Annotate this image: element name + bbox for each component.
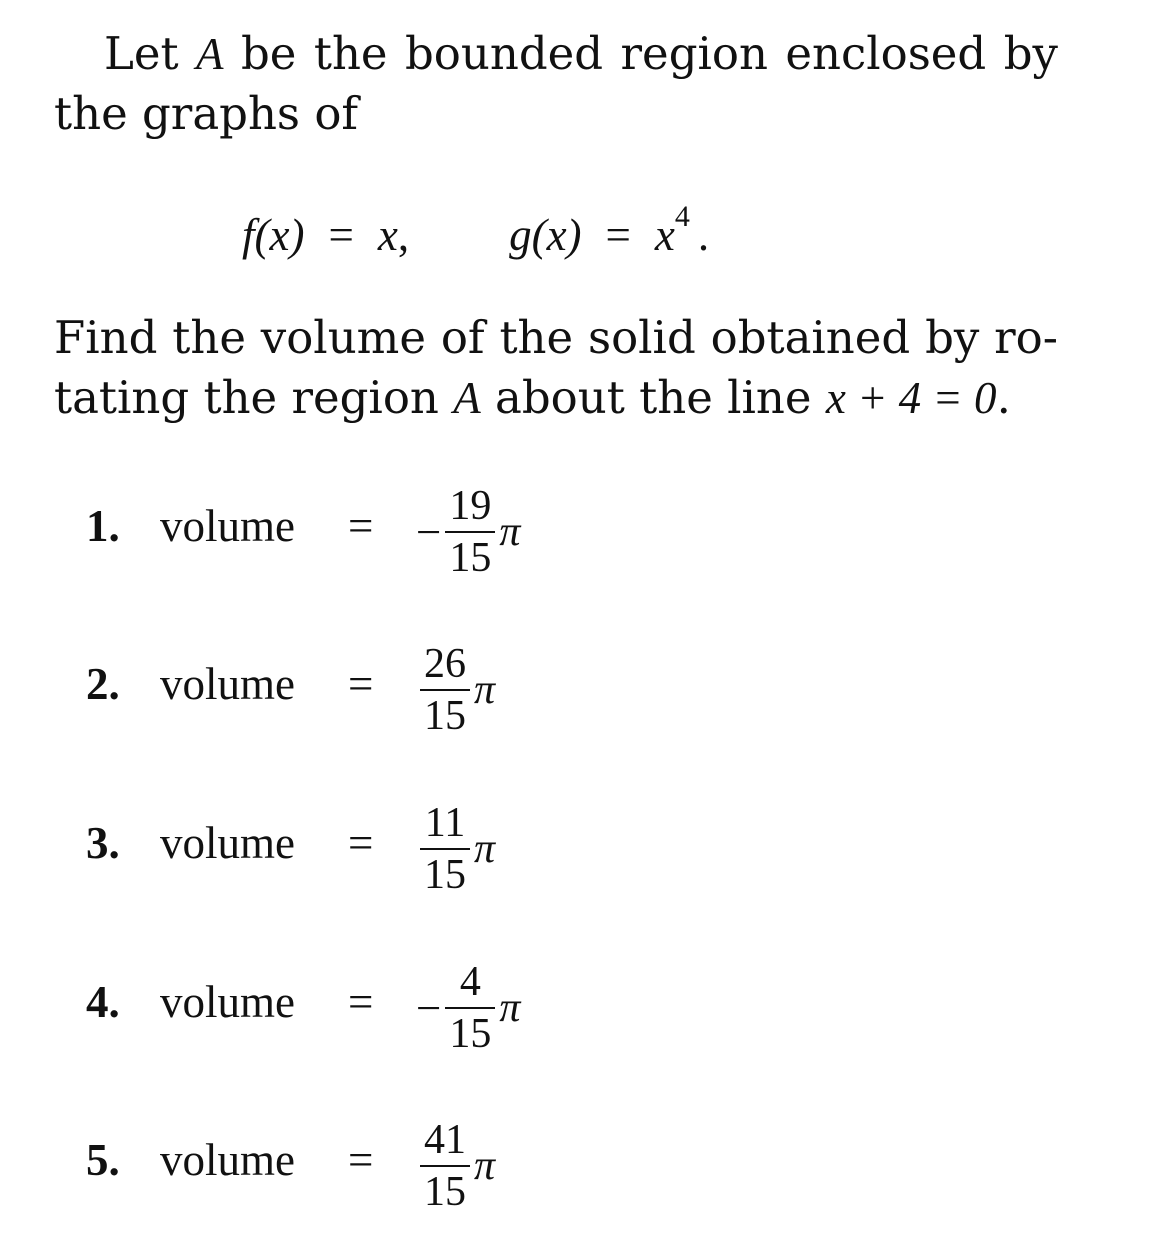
g-rhs-base: x bbox=[654, 210, 675, 260]
choice-number: 5. bbox=[86, 1135, 120, 1185]
fraction bbox=[445, 485, 495, 579]
choice-label: volume bbox=[160, 977, 295, 1027]
fraction-denominator: 15 bbox=[445, 1007, 495, 1055]
equals-sign: = bbox=[348, 501, 374, 551]
intro-word: Let bbox=[104, 27, 179, 80]
choice-value bbox=[416, 472, 520, 592]
question-word: solid bbox=[587, 311, 696, 364]
equals-sign: = bbox=[348, 977, 374, 1027]
choice-value bbox=[416, 630, 495, 750]
equals-sign: = bbox=[348, 1135, 374, 1185]
fraction-numerator: 26 bbox=[424, 641, 466, 687]
period: . bbox=[996, 371, 1011, 424]
question-word: of bbox=[440, 311, 485, 364]
question-text: tating the region bbox=[54, 371, 439, 424]
answer-choice-4[interactable] bbox=[86, 948, 786, 1068]
intro-word: enclosed bbox=[785, 27, 987, 80]
question-word: Find bbox=[54, 311, 158, 364]
answer-choice-5[interactable] bbox=[86, 1106, 786, 1226]
choice-number: 2. bbox=[86, 659, 120, 709]
choice-number: 3. bbox=[86, 818, 120, 868]
fraction bbox=[420, 802, 470, 896]
equals-sign: = bbox=[348, 659, 374, 709]
fraction-denominator: 15 bbox=[420, 1165, 470, 1213]
equals-sign: = bbox=[605, 210, 631, 260]
pi-symbol: π bbox=[474, 667, 496, 713]
choice-label: volume bbox=[160, 659, 295, 709]
region-variable: A bbox=[196, 29, 224, 79]
comma: , bbox=[397, 210, 410, 260]
intro-word: region bbox=[620, 27, 768, 80]
choice-label: volume bbox=[160, 501, 295, 551]
negative-sign: − bbox=[416, 983, 442, 1033]
question-line-2 bbox=[54, 368, 1058, 428]
choice-label: volume bbox=[160, 818, 295, 868]
pi-symbol: π bbox=[474, 826, 496, 872]
intro-word: the bbox=[313, 27, 388, 80]
f-rhs: x bbox=[377, 210, 398, 260]
fraction bbox=[420, 643, 470, 737]
fraction-numerator: 4 bbox=[459, 959, 481, 1005]
question-word: the bbox=[499, 311, 574, 364]
question-word: the bbox=[172, 311, 246, 364]
equals-sign: = bbox=[348, 818, 374, 868]
choice-label: volume bbox=[160, 1135, 295, 1185]
intro-word: bounded bbox=[405, 27, 604, 80]
intro-line-2: the graphs of bbox=[54, 87, 359, 140]
question-line-1 bbox=[54, 308, 1058, 368]
choice-number: 1. bbox=[86, 501, 120, 551]
g-lhs: g(x) bbox=[509, 210, 582, 260]
answer-choice-3[interactable] bbox=[86, 789, 786, 909]
choice-value bbox=[416, 1106, 495, 1226]
equals-sign: = bbox=[328, 210, 354, 260]
question-word: ro- bbox=[994, 311, 1058, 364]
intro-paragraph bbox=[54, 24, 1058, 144]
region-variable: A bbox=[453, 373, 481, 423]
intro-word: by bbox=[1003, 27, 1058, 80]
fraction-denominator: 15 bbox=[420, 848, 470, 896]
answer-choice-1[interactable] bbox=[86, 472, 786, 592]
period: . bbox=[697, 210, 710, 260]
question-word: by bbox=[925, 311, 980, 364]
f-lhs: f(x) bbox=[242, 210, 305, 260]
g-rhs-exponent: 4 bbox=[674, 200, 690, 233]
answer-choice-2[interactable] bbox=[86, 630, 786, 750]
negative-sign: − bbox=[416, 507, 442, 557]
rotation-axis-equation: x + 4 = 0 bbox=[825, 373, 997, 423]
choice-number: 4. bbox=[86, 977, 120, 1027]
question-paragraph bbox=[54, 308, 1058, 428]
intro-line-1 bbox=[54, 24, 1058, 84]
pi-symbol: π bbox=[499, 985, 521, 1031]
function-definitions bbox=[242, 195, 709, 265]
fraction bbox=[420, 1119, 470, 1213]
choice-value bbox=[416, 789, 495, 909]
fraction-numerator: 19 bbox=[449, 483, 492, 529]
fraction-numerator: 11 bbox=[424, 800, 466, 846]
pi-symbol: π bbox=[499, 509, 521, 555]
fraction-denominator: 15 bbox=[445, 531, 495, 579]
fraction-numerator: 41 bbox=[424, 1117, 466, 1163]
question-text: about the line bbox=[495, 371, 812, 424]
question-word: volume bbox=[260, 311, 426, 364]
fraction bbox=[445, 961, 495, 1055]
intro-word: be bbox=[240, 27, 297, 80]
choice-value bbox=[416, 948, 520, 1068]
question-word: obtained bbox=[710, 311, 911, 364]
fraction-denominator: 15 bbox=[420, 689, 470, 737]
pi-symbol: π bbox=[474, 1143, 496, 1189]
